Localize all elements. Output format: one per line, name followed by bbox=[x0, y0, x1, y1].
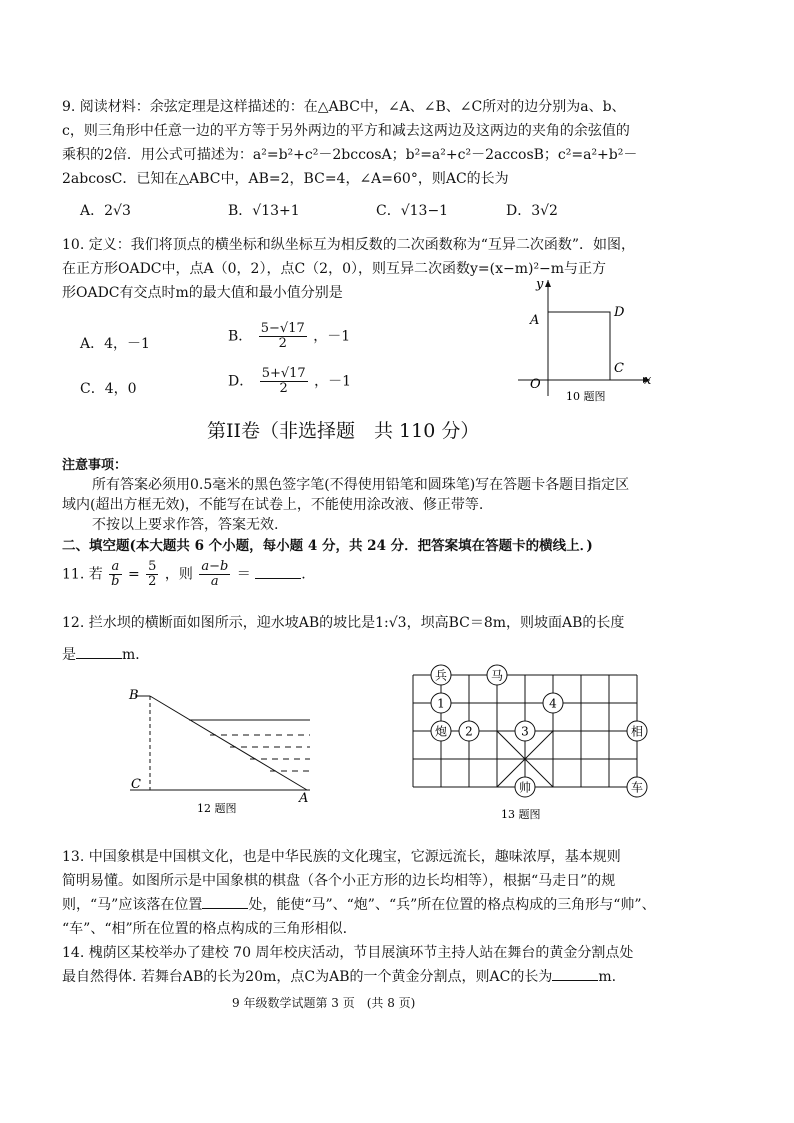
q9-option-a: A．2√3 bbox=[80, 203, 131, 219]
q13-line2: 简明易懂。如图所示是中国象棋的棋盘（各个小正方形的边长均相等），根据“马走日”的规 bbox=[62, 873, 616, 889]
q12-line2-suffix: m． bbox=[122, 647, 150, 663]
q13-label-ma: 马 bbox=[490, 668, 504, 683]
q13-label-1: 1 bbox=[437, 696, 445, 711]
q10-option-b-numerator: 5−√17 bbox=[260, 321, 305, 336]
q10-figure bbox=[508, 272, 658, 407]
q13-label-3: 3 bbox=[521, 724, 529, 739]
q9-option-d: D．3√2 bbox=[506, 203, 558, 219]
q10-option-d bbox=[228, 367, 351, 396]
q13-line1: 13. 中国象棋是中国棋文化，也是中华民族的文化瑰宝，它源远流长，趣味浓厚，基本规则 bbox=[62, 849, 621, 865]
notes-line1: 所有答案必须用0.5毫米的黑色签字笔(不得使用铅笔和圆珠笔)写在答题卡各题目指定区 bbox=[92, 477, 630, 493]
q12-line1: 12. 拦水坝的横断面如图所示，迎水坡AB的坡比是1:√3，坝高BC＝8m，则坡面AB的长度 bbox=[62, 615, 625, 631]
q11-f1-num: a bbox=[109, 560, 121, 575]
q11-equals: = bbox=[127, 566, 140, 583]
notes-title: 注意事项： bbox=[62, 458, 128, 473]
q10-option-b-denominator: 2 bbox=[278, 336, 287, 351]
q12-answer-blank bbox=[76, 646, 122, 659]
q9-option-c: C．√13−1 bbox=[376, 203, 449, 219]
q11-f2-den: 2 bbox=[148, 574, 157, 589]
q10-label-y: y bbox=[536, 277, 544, 292]
q9-line2: c，则三角形中任意一边的平方等于另外两边的平方和减去这两边及这两边的夹角的余弦值的 bbox=[62, 123, 630, 139]
q9-line4: 2abcosC．已知在△ABC中，AB=2，BC=4，∠A=60°，则AC的长为 bbox=[62, 171, 509, 187]
q14-answer-blank bbox=[552, 968, 598, 981]
q12-label-a: A bbox=[299, 791, 309, 806]
q11-fraction-5-2 bbox=[146, 560, 158, 589]
section2-title: 第II卷（非选择题 共 110 分） bbox=[207, 420, 480, 442]
q11-f2-num: 5 bbox=[148, 559, 157, 574]
q10-option-c: C．4，0 bbox=[80, 381, 137, 397]
q12-label-b: B bbox=[129, 688, 139, 703]
q10-line2: 在正方形OADC中，点A（0，2），点C（2，0），则互异二次函数y=(x−m)²−m与正方 bbox=[62, 261, 607, 277]
q10-option-a: A．4，－1 bbox=[80, 336, 150, 352]
q10-option-b bbox=[228, 322, 350, 351]
q10-line1: 10. 定义：我们将顶点的横坐标和纵坐标互为相反数的二次函数称为“互异二次函数”．如图， bbox=[62, 237, 636, 253]
q12-line2 bbox=[62, 644, 149, 664]
q10-option-d-fraction bbox=[260, 367, 308, 396]
q14-line2-prefix: 最自然得体. 若舞台AB的长为20m，点C为AB的一个黄金分割点，则AC的长为 bbox=[62, 969, 553, 985]
q10-option-d-suffix: ，－1 bbox=[314, 373, 352, 390]
q12-slope-ab bbox=[150, 696, 307, 790]
q13-line3 bbox=[62, 894, 656, 914]
q13-label-2: 2 bbox=[465, 724, 473, 739]
q11-f3-num: a−b bbox=[201, 559, 229, 574]
q13-line3-prefix: 则，“马”应该落在位置 bbox=[62, 897, 203, 913]
q13-label-xiang: 相 bbox=[630, 724, 644, 739]
q11-f1-den: b bbox=[111, 574, 120, 589]
q11-prefix: 11. 若 bbox=[62, 566, 103, 583]
q13-figure bbox=[405, 660, 655, 825]
q12-figure bbox=[115, 680, 325, 822]
q10-square bbox=[548, 312, 610, 380]
q11-mid: ，则 bbox=[164, 566, 193, 583]
q14-line2-suffix: m. bbox=[598, 969, 617, 985]
q13-caption: 13 题图 bbox=[501, 808, 541, 821]
q11-f3-den: a bbox=[210, 574, 219, 589]
q13-label-4: 4 bbox=[549, 696, 557, 711]
page-footer: 9 年级数学试题第 3 页 (共 8 页) bbox=[232, 996, 416, 1010]
q10-option-d-denominator: 2 bbox=[279, 381, 288, 396]
q11-suffix: ＝ bbox=[236, 566, 251, 583]
q11-fraction-result bbox=[199, 560, 230, 589]
notes-line3: 不按以上要求作答，答案无效. bbox=[92, 517, 279, 533]
q10-label-o: O bbox=[530, 377, 541, 392]
q13-line4: “车”、“相”所在位置的格点构成的三角形相似. bbox=[62, 921, 348, 937]
q10-option-d-prefix: D． bbox=[228, 373, 254, 390]
q9-line3: 乘积的2倍．用公式可描述为：a²=b²+c²－2bccosA；b²=a²+c²－2accosB；c²=a²+b²－ bbox=[62, 147, 638, 163]
q10-label-x: x bbox=[644, 373, 652, 388]
q13-label-bing: 兵 bbox=[434, 668, 448, 683]
q10-line3: 形OADC有交点时m的最大值和最小值分别是 bbox=[62, 285, 343, 301]
q14-line2 bbox=[62, 966, 616, 986]
q10-option-b-fraction bbox=[259, 322, 307, 351]
q12-line2-prefix: 是 bbox=[62, 647, 76, 663]
notes-line2: 域内(超出方框无效)，不能写在试卷上，不能使用涂改液、修正带等. bbox=[62, 497, 484, 513]
q10-option-b-prefix: B． bbox=[228, 328, 253, 345]
q12-caption: 12 题图 bbox=[197, 802, 237, 815]
q11-fraction-a-b bbox=[109, 560, 121, 589]
q10-caption: 10 题图 bbox=[566, 390, 606, 403]
q10-label-d: D bbox=[614, 305, 625, 320]
q14-line1: 14. 槐荫区某校举办了建校 70 周年校庆活动，节目展演环节主持人站在舞台的黄金分割点处 bbox=[62, 945, 634, 961]
q13-label-pao: 炮 bbox=[434, 724, 448, 739]
q13-label-shuai: 帅 bbox=[518, 780, 532, 795]
part2-heading: 二、填空题(本大题共 6 个小题，每小题 4 分，共 24 分．把答案填在答题卡的横线上．) bbox=[62, 538, 593, 554]
q11-end: . bbox=[301, 566, 306, 583]
q13-answer-blank bbox=[202, 896, 248, 909]
q10-y-arrow bbox=[545, 280, 551, 287]
q11-answer-blank bbox=[255, 566, 301, 579]
q9-option-b: B．√13+1 bbox=[228, 203, 300, 219]
q11 bbox=[62, 560, 306, 589]
q9-line1: 9. 阅读材料：余弦定理是这样描述的：在△ABC中，∠A、∠B、∠C所对的边分别为a、b、 bbox=[62, 99, 626, 115]
q10-option-b-suffix: ，－1 bbox=[313, 328, 351, 345]
q13-label-che: 车 bbox=[630, 780, 644, 795]
q10-label-a: A bbox=[530, 313, 540, 328]
q12-label-c: C bbox=[131, 777, 141, 792]
q10-option-d-numerator: 5+√17 bbox=[261, 366, 306, 381]
q10-label-c: C bbox=[614, 361, 624, 376]
q13-line3-suffix: 处，能使“马”、“炮”、“兵”所在位置的格点构成的三角形与“帅”、 bbox=[248, 897, 656, 913]
